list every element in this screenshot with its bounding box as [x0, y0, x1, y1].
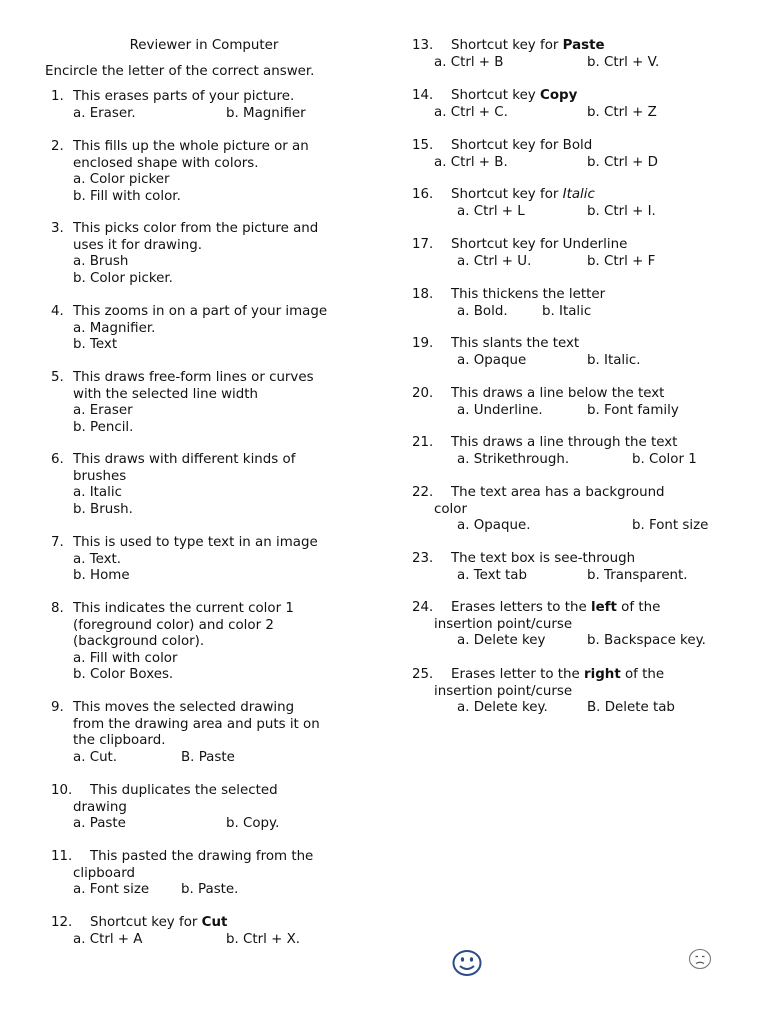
question-text: This draws a line through the text [451, 435, 678, 450]
option-a[interactable]: a. Ctrl + B [434, 54, 504, 70]
question-text: uses it for drawing. [73, 237, 202, 253]
question-text [90, 915, 227, 932]
question-text [451, 38, 605, 55]
option-b[interactable]: b. Color Boxes. [73, 667, 174, 682]
question-number: 15. [412, 138, 434, 153]
question-number: 11. [51, 849, 73, 864]
question-text: This draws free-form lines or curves [73, 370, 314, 385]
instructions: Encircle the letter of the correct answer. [45, 64, 315, 79]
question-number: 14. [412, 88, 434, 103]
option-a[interactable]: a. Delete key. [457, 700, 548, 715]
sad-face-icon [688, 948, 712, 970]
option-b[interactable]: b. Magnifier [226, 105, 306, 121]
question-text-part: Shortcut key for [451, 187, 563, 202]
question-number: 5. [51, 370, 64, 385]
option-a[interactable]: a. Ctrl + C. [434, 104, 508, 120]
page-title: Reviewer in Computer [129, 38, 279, 53]
question-number: 22. [412, 485, 434, 500]
question-number: 16. [412, 187, 434, 202]
question-number: 18. [412, 287, 434, 302]
question-text: This pasted the drawing from the [90, 849, 314, 864]
question-text: color [434, 501, 467, 517]
question-number: 7. [51, 535, 64, 550]
option-a[interactable]: a. Strikethrough. [457, 451, 570, 467]
option-b[interactable]: B. Paste [181, 749, 235, 765]
option-a[interactable]: a. Ctrl + B. [434, 154, 508, 170]
question-text: This draws a line below the text [451, 386, 665, 401]
question-number: 4. [51, 304, 64, 319]
question-text: the clipboard. [73, 733, 166, 748]
question-text: This slants the text [451, 336, 580, 351]
option-a[interactable]: a. Paste [73, 816, 126, 831]
question-text: This erases parts of your picture. [73, 89, 295, 104]
question-text: drawing [73, 799, 127, 815]
question-text: This moves the selected drawing [73, 700, 295, 715]
option-a[interactable]: a. Delete key [457, 633, 546, 648]
option-b[interactable]: b. Ctrl + X. [226, 931, 301, 947]
question-number: 12. [51, 915, 73, 930]
option-b[interactable]: b. Italic. [587, 352, 641, 368]
question-text: This zooms in on a part of your image [73, 304, 328, 319]
question-number: 23. [412, 551, 434, 566]
question-text: This draws with different kinds of [73, 452, 296, 467]
question-text [451, 187, 595, 204]
question-number: 10. [51, 783, 73, 798]
option-a[interactable]: a. Italic [73, 485, 122, 500]
question-bold-term: Cut [201, 915, 228, 930]
smiley-face-icon [452, 949, 482, 977]
option-b[interactable]: b. Font family [587, 402, 679, 418]
option-b[interactable]: b. Pencil. [73, 419, 134, 435]
option-b[interactable]: b. Color picker. [73, 270, 173, 286]
question-text [451, 88, 577, 105]
option-a[interactable]: a. Cut. [73, 749, 118, 765]
question-text-part: of the [620, 667, 665, 682]
option-a[interactable]: a. Fill with color [73, 650, 178, 666]
question-text: clipboard [73, 865, 135, 881]
question-text: This picks color from the picture and [73, 221, 319, 236]
option-b[interactable]: b. Paste. [181, 882, 239, 897]
option-a[interactable]: a. Bold. [457, 303, 508, 319]
option-b[interactable]: b. Text [73, 337, 118, 352]
question-text: This is used to type text in an image [73, 535, 318, 550]
option-a[interactable]: a. Eraser. [73, 105, 136, 121]
question-text: Shortcut key for Bold [451, 138, 593, 153]
question-text: This thickens the letter [451, 287, 606, 302]
question-number: 20. [412, 386, 434, 401]
question-text: with the selected line width [73, 386, 259, 402]
question-bold-term: Paste [562, 38, 605, 53]
option-b[interactable]: b. Ctrl + F [587, 253, 656, 269]
question-text: This duplicates the selected [90, 783, 278, 798]
question-number: 9. [51, 700, 64, 715]
option-b[interactable]: B. Delete tab [587, 700, 675, 715]
option-b[interactable]: b. Copy. [226, 816, 280, 831]
question-text: The text box is see-through [451, 551, 636, 566]
option-a[interactable]: a. Font size [73, 882, 150, 897]
option-b[interactable]: b. Font size [632, 518, 709, 533]
question-text: This indicates the current color 1 [73, 601, 294, 616]
question-number: 13. [412, 38, 434, 53]
question-text: enclosed shape with colors. [73, 155, 259, 171]
question-number: 25. [412, 667, 434, 682]
question-text [451, 600, 660, 617]
option-a[interactable]: a. Opaque [457, 352, 527, 368]
question-number: 3. [51, 221, 64, 236]
question-text: (background color). [73, 634, 205, 649]
question-bold-term: Copy [540, 88, 578, 103]
question-text-part: Erases letters to the [451, 600, 591, 615]
option-b[interactable]: b. Transparent. [587, 567, 688, 583]
option-a[interactable]: a. Eraser [73, 403, 133, 418]
option-a[interactable]: a. Underline. [457, 402, 543, 418]
question-text-part: Erases letter to the [451, 667, 585, 682]
option-a[interactable]: a. Ctrl + L [457, 203, 525, 219]
question-text-part: Shortcut key for [451, 38, 563, 53]
question-number: 6. [51, 452, 64, 467]
option-b[interactable]: b. Italic [542, 303, 592, 319]
option-b[interactable]: b. Color 1 [632, 451, 697, 467]
question-number: 21. [412, 435, 434, 450]
option-a[interactable]: a. Magnifier. [73, 320, 156, 336]
option-b[interactable]: b. Backspace key. [587, 633, 706, 648]
question-number: 17. [412, 237, 434, 252]
question-text: insertion point/curse [434, 616, 573, 632]
option-b[interactable]: b. Fill with color. [73, 188, 181, 204]
option-b[interactable]: b. Ctrl + V. [587, 54, 660, 70]
question-italic-term: Italic [562, 187, 595, 202]
option-a[interactable]: a. Text tab [457, 567, 528, 583]
question-text: brushes [73, 468, 127, 484]
question-text [451, 667, 664, 684]
option-b[interactable]: b. Ctrl + I. [587, 203, 656, 219]
option-a[interactable]: a. Brush [73, 254, 129, 269]
question-text: from the drawing area and puts it on [73, 716, 320, 732]
option-a[interactable]: a. Text. [73, 551, 122, 567]
question-text: insertion point/curse [434, 683, 573, 699]
option-a[interactable]: a. Ctrl + U. [457, 253, 532, 269]
question-bold-term: right [584, 667, 621, 682]
question-text: (foreground color) and color 2 [73, 617, 274, 633]
question-text-part: Shortcut key [451, 88, 540, 103]
question-text-part: Shortcut key for [90, 915, 202, 930]
option-b[interactable]: b. Ctrl + D [587, 154, 658, 170]
option-a[interactable]: a. Ctrl + A [73, 931, 143, 947]
question-text: This fills up the whole picture or an [73, 139, 309, 154]
question-number: 24. [412, 600, 434, 615]
question-number: 1. [51, 89, 64, 104]
question-number: 19. [412, 336, 434, 351]
question-number: 2. [51, 139, 64, 154]
option-a[interactable]: a. Color picker [73, 172, 170, 187]
question-text: Shortcut key for Underline [451, 237, 628, 252]
option-b[interactable]: b. Brush. [73, 501, 133, 517]
option-b[interactable]: b. Home [73, 568, 130, 583]
question-text-part: of the [616, 600, 661, 615]
option-b[interactable]: b. Ctrl + Z [587, 104, 657, 120]
question-number: 8. [51, 601, 64, 616]
question-text: The text area has a background [451, 485, 665, 500]
question-bold-term: left [591, 600, 617, 615]
option-a[interactable]: a. Opaque. [457, 518, 531, 533]
